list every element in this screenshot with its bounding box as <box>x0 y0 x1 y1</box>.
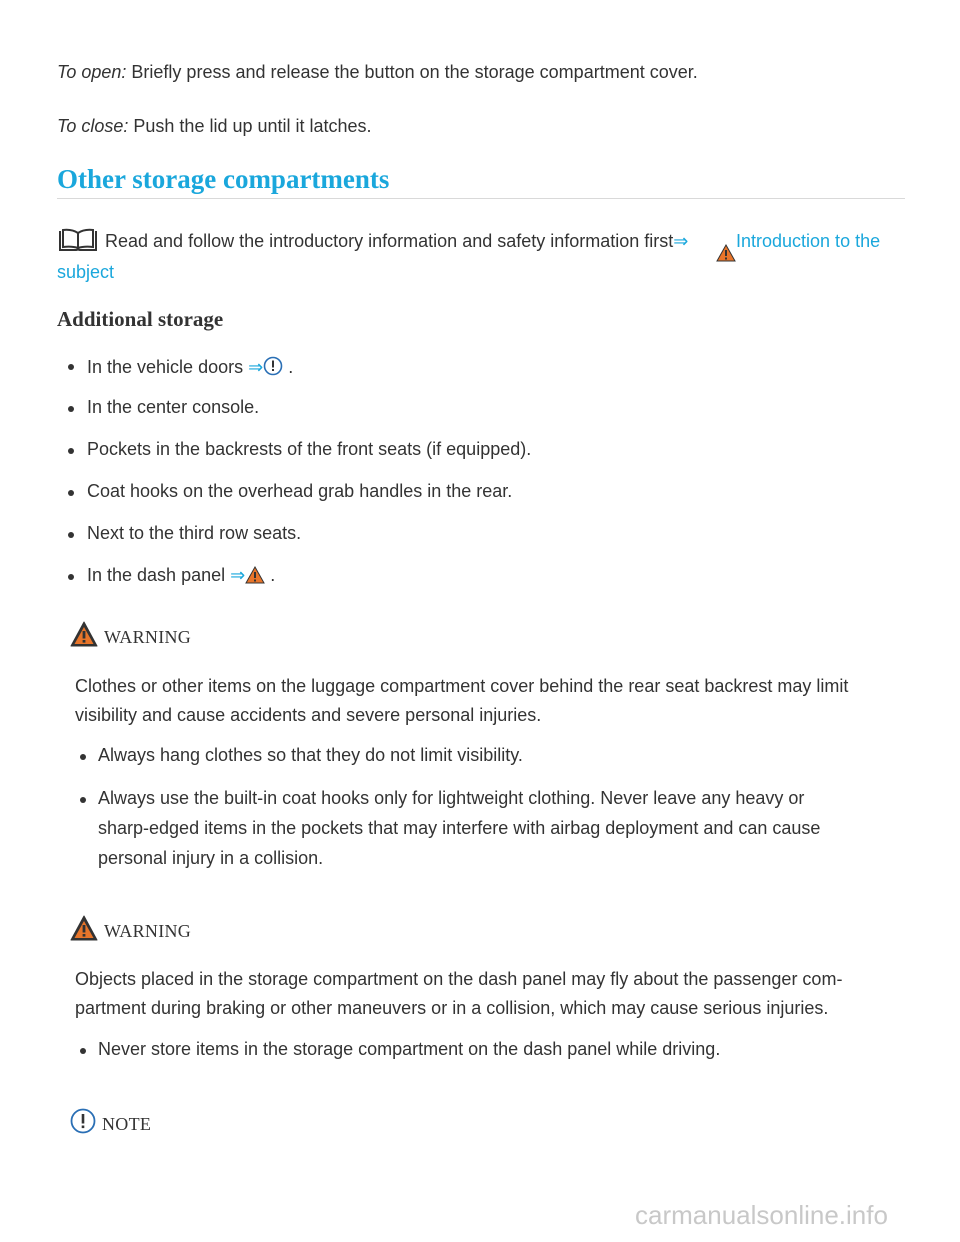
to-close-label: To close: <box>57 116 129 136</box>
list-bullet <box>68 448 74 454</box>
exclamation-circle-icon <box>70 1108 96 1139</box>
to-close-paragraph <box>57 117 372 135</box>
intro-text <box>105 232 688 250</box>
book-icon <box>58 228 98 257</box>
section-divider <box>57 198 905 199</box>
intro-link-part2[interactable]: subject <box>57 262 115 282</box>
list-item: Next to the third row seats. <box>87 523 302 543</box>
list-bullet <box>68 364 74 370</box>
intro-arrow[interactable]: ⇒ <box>673 231 689 251</box>
to-open-paragraph <box>57 63 698 81</box>
list-bullet <box>68 574 74 580</box>
intro-text-body: Read and follow the introductory information and safety information first <box>105 231 674 251</box>
additional-storage-heading: Additional storage <box>57 307 224 331</box>
list-bullet <box>68 406 74 412</box>
intro-link-part1[interactable]: Introduction to the <box>736 231 881 251</box>
list-item-text: In the dash panel <box>87 565 226 585</box>
list-item-continuation: sharp-edged items in the pockets that may interfere with airbag deployment and can cause <box>98 818 821 838</box>
warning-triangle-icon <box>70 621 98 652</box>
warning-text-line: Objects placed in the storage compartment on the dash panel may fly about the passenger com- <box>75 969 843 989</box>
list-item: Always use the built-in coat hooks only for lightweight clothing. Never leave any heavy or <box>98 788 805 808</box>
warning-triangle-icon <box>70 915 98 946</box>
list-item: Always hang clothes so that they do not limit visibility. <box>98 745 523 765</box>
list-item-period: . <box>270 565 276 585</box>
warning-text-line: visibility and cause accidents and severe personal injuries. <box>75 705 542 725</box>
warning-title: WARNING <box>104 627 192 647</box>
list-bullet <box>80 754 86 760</box>
to-open-text: Briefly press and release the button on the storage compartment cover. <box>131 62 698 82</box>
warning-triangle-icon <box>716 244 736 267</box>
list-bullet <box>68 532 74 538</box>
list-item-arrow[interactable]: ⇒ <box>248 357 264 377</box>
list-item <box>87 356 293 379</box>
list-item: Coat hooks on the overhead grab handles in the rear. <box>87 481 513 501</box>
list-bullet <box>80 1048 86 1054</box>
warning-text-line: partment during braking or other maneuvers or in a collision, which may cause serious injuries. <box>75 998 829 1018</box>
to-open-label: To open: <box>57 62 127 82</box>
list-item: Pockets in the backrests of the front seats (if equipped). <box>87 439 532 459</box>
list-item-continuation: personal injury in a collision. <box>98 848 324 868</box>
list-item-period: . <box>288 357 294 377</box>
warning-text-line: Clothes or other items on the luggage compartment cover behind the rear seat backrest may limit <box>75 676 849 696</box>
list-item: Never store items in the storage compartment on the dash panel while driving. <box>98 1039 721 1059</box>
list-bullet <box>68 490 74 496</box>
list-bullet <box>80 797 86 803</box>
note-title: NOTE <box>102 1114 152 1134</box>
list-item <box>87 566 275 587</box>
exclamation-circle-icon <box>263 356 283 379</box>
warning-title: WARNING <box>104 921 192 941</box>
list-item-text: In the vehicle doors <box>87 357 244 377</box>
warning-triangle-icon <box>245 566 265 587</box>
list-item-arrow[interactable]: ⇒ <box>230 565 246 585</box>
to-close-text: Push the lid up until it latches. <box>133 116 372 136</box>
section-title: Other storage compartments <box>57 164 390 194</box>
list-item: In the center console. <box>87 397 260 417</box>
watermark: carmanualsonline.info <box>635 1200 888 1230</box>
